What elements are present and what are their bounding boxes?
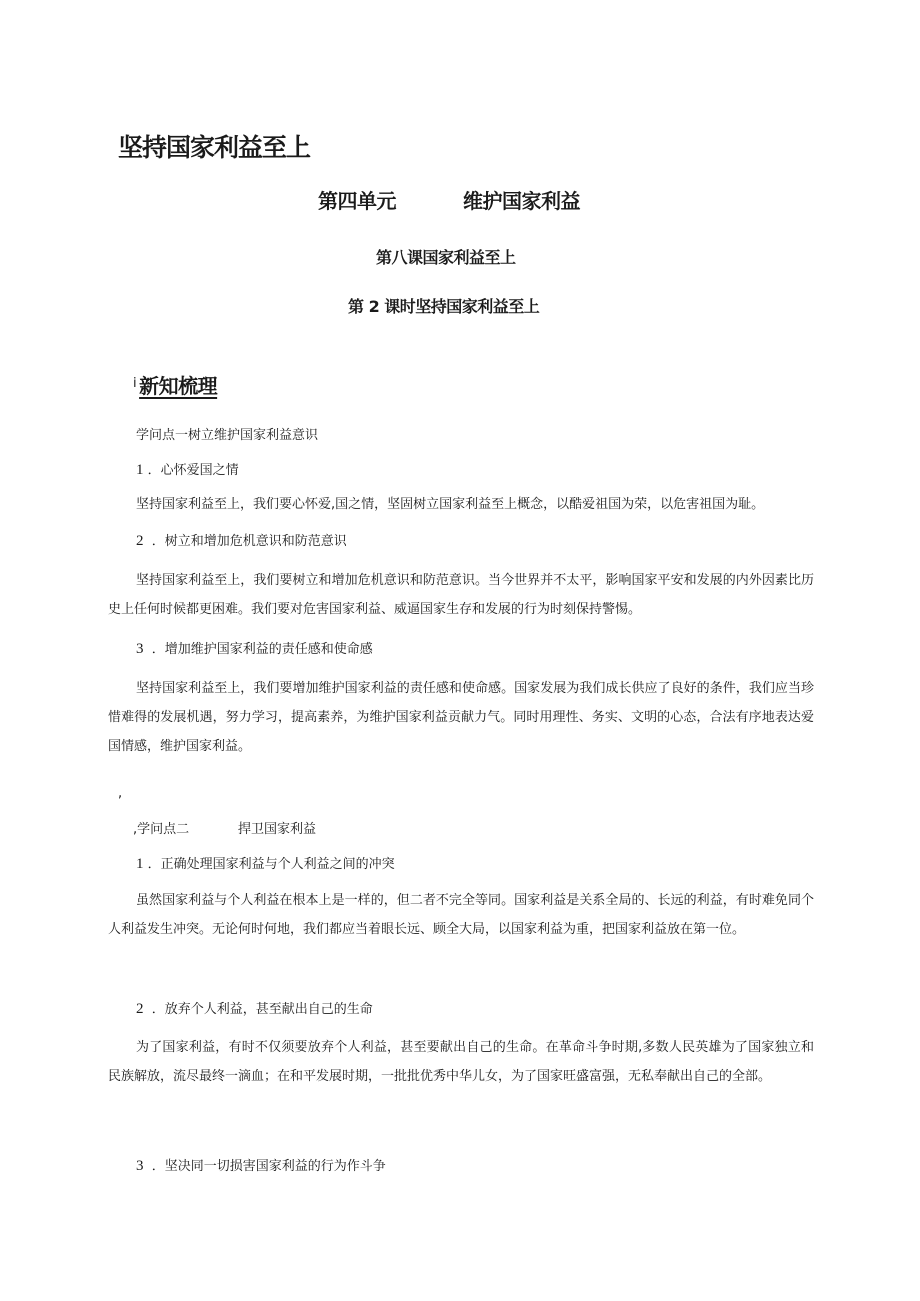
kp2-item3-title: ．坚决同一切损害国家利益的行为作斗争 xyxy=(151,1159,386,1174)
kp2-item2-title: ．放弃个人利益，甚至献出自己的生命 xyxy=(151,1002,373,1017)
kp1-item2-title: ．树立和增加危机意识和防范意识 xyxy=(151,534,347,549)
kp2-item2-text: 为了国家利益，有时不仅须要放弃个人利益，甚至要献出自己的生命。在革命斗争时期,多数人民英雄为了国家独立和民族解放，流尽最终一滴血；在和平发展时期，一批批优秀中华儿女，为了国家旺盛富强，无私奉献出自己的全部。 xyxy=(108,1040,814,1084)
kp1-item3-heading xyxy=(136,638,373,658)
kp2-title: 捍卫国家利益 xyxy=(238,822,317,837)
kp1-title: 学问点一树立维护国家利益意识 xyxy=(136,428,319,443)
kp2-item3-heading xyxy=(136,1155,386,1175)
kp2-title-prefix: ,学问点二 xyxy=(133,822,190,837)
section-mark: i xyxy=(133,376,137,391)
kp1-item1-heading xyxy=(136,459,239,479)
kp2-item1-heading xyxy=(136,853,395,873)
kp1-item1-text: 坚持国家利益至上，我们要心怀爱,国之情，坚固树立国家利益至上概念，以酷爱祖国为荣，以危害祖国为耻。 xyxy=(136,497,765,512)
kp1-item1-num: 1 xyxy=(136,462,144,478)
kp1-item3-title: ．增加维护国家利益的责任感和使命感 xyxy=(151,642,373,657)
unit-label: 第四单元 xyxy=(318,189,396,213)
section-title: 新知梳理 xyxy=(139,374,218,398)
kp1-item2-heading xyxy=(136,530,347,550)
lesson-title: 第八课国家利益至上 xyxy=(376,248,516,267)
kp1-item3-text: 坚持国家利益至上，我们要增加维护国家利益的责任感和使命感。国家发展为我们成长供应了良好的条件，我们应当珍惜难得的发展机遇，努力学习，提高素养，为维护国家利益贡献力气。同时用理性、务实、文明的心态，合法有序地表达爱国情感，维护国家利益。 xyxy=(108,681,814,754)
section-heading xyxy=(133,370,217,399)
kp1-item2-num: 2 xyxy=(136,533,144,549)
kp1-item3-num: 3 xyxy=(136,641,144,657)
unit-name: 维护国家利益 xyxy=(463,189,580,213)
kp2-item2-num: 2 xyxy=(136,1001,144,1017)
stray-mark: , xyxy=(118,786,123,801)
kp1-item1-title: ．心怀爱国之情 xyxy=(147,463,239,478)
main-title: 坚持国家利益至上 xyxy=(118,133,311,162)
kp1-item2-text: 坚持国家利益至上，我们要树立和增加危机意识和防范意识。当今世界并不太平，影响国家平安和发展的内外因素比历史上任何时候都更困难。我们要对危害国家利益、威逼国家生存和发展的行为时刻保持警惕。 xyxy=(108,573,814,617)
period-title: 第 2 课时坚持国家利益至上 xyxy=(348,297,540,316)
kp2-item3-num: 3 xyxy=(136,1158,144,1174)
kp2-item1-title: ．正确处理国家利益与个人利益之间的冲突 xyxy=(147,857,395,872)
kp2-item1-text: 虽然国家利益与个人利益在根本上是一样的，但二者不完全等同。国家利益是关系全局的、长远的利益，有时难免同个人利益发生冲突。无论何时何地，我们都应当着眼长远、顾全大局，以国家利益为重，把国家利益放在第一位。 xyxy=(108,893,814,937)
kp2-item2-heading xyxy=(136,998,373,1018)
kp2-item1-num: 1 xyxy=(136,856,144,872)
